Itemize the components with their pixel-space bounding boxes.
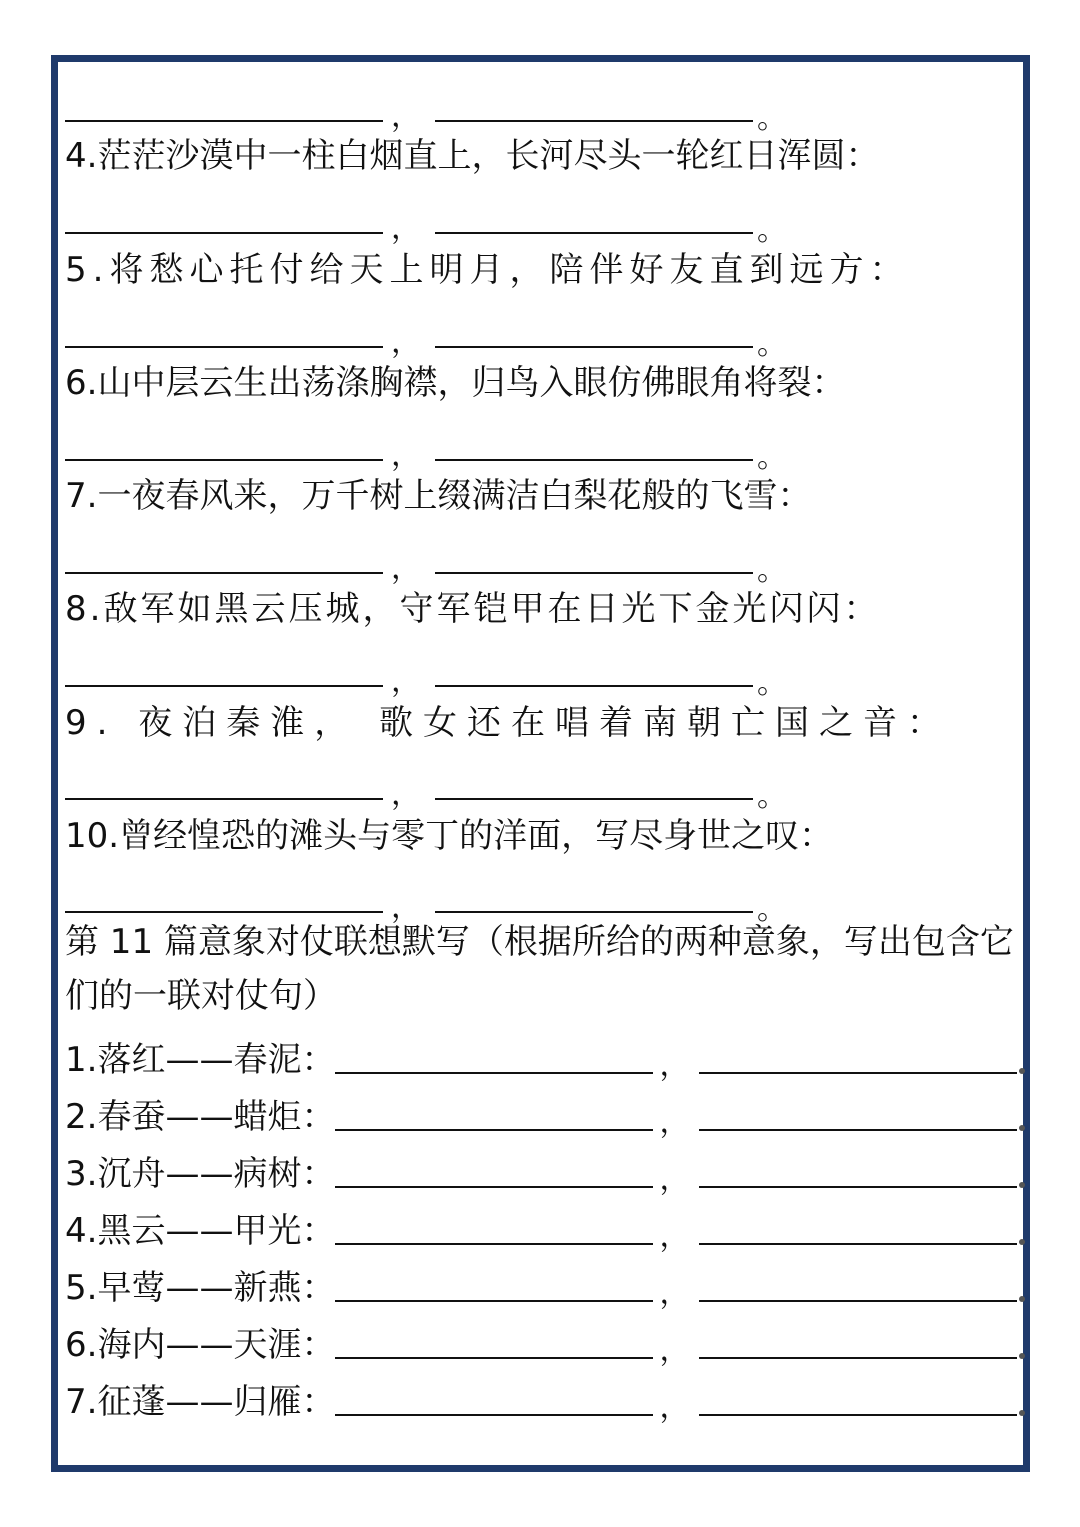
answer-blank-first[interactable] bbox=[65, 910, 383, 913]
period: 。 bbox=[757, 892, 787, 927]
pair-item bbox=[65, 1262, 1025, 1311]
answer-line bbox=[65, 514, 787, 588]
pair-item bbox=[65, 1148, 1025, 1197]
answer-blank-first[interactable] bbox=[335, 1242, 653, 1245]
period-mark bbox=[1019, 1182, 1025, 1188]
comma: ， bbox=[391, 664, 421, 699]
question-item bbox=[65, 230, 909, 290]
answer-line bbox=[65, 853, 787, 927]
answer-blank-first[interactable] bbox=[335, 1071, 653, 1074]
pair-label: 1.落红——春泥： bbox=[65, 1040, 336, 1080]
answer-blank-second[interactable] bbox=[699, 1299, 1017, 1302]
question-text: 6.山中层云生出荡涤胸襟，归鸟入眼仿佛眼角将裂： bbox=[65, 363, 846, 403]
comma: ， bbox=[391, 211, 421, 246]
answer-blank-second[interactable] bbox=[699, 1185, 1017, 1188]
answer-blank-second[interactable] bbox=[699, 1128, 1017, 1131]
period: 。 bbox=[757, 779, 787, 814]
answer-line bbox=[65, 288, 787, 362]
period: 。 bbox=[757, 213, 787, 248]
period-mark bbox=[1019, 1296, 1025, 1302]
answer-blank-second[interactable] bbox=[699, 1071, 1017, 1074]
question-text: 9. 夜泊秦淮， 歌女还在唱着南朝亡国之音： bbox=[65, 703, 952, 743]
pair-item bbox=[65, 1091, 1025, 1140]
answer-blank-second[interactable] bbox=[699, 1356, 1017, 1359]
question-item bbox=[65, 343, 845, 403]
question-item bbox=[65, 683, 951, 743]
comma: ， bbox=[391, 99, 421, 134]
answer-blank-first[interactable] bbox=[335, 1356, 653, 1359]
comma: ， bbox=[659, 1048, 690, 1083]
question-text: 4.茫茫沙漠中一柱白烟直上，长河尽头一轮红日浑圆： bbox=[65, 136, 880, 176]
period-mark bbox=[1019, 1410, 1025, 1416]
pair-item bbox=[65, 1034, 1025, 1083]
comma: ， bbox=[391, 438, 421, 473]
comma: ， bbox=[391, 551, 421, 586]
period: 。 bbox=[757, 666, 787, 701]
period-mark bbox=[1019, 1068, 1025, 1074]
pair-label: 4.黑云——甲光： bbox=[65, 1211, 336, 1251]
question-text: 5.将愁心托付给天上明月，陪伴好友直到远方： bbox=[65, 250, 910, 290]
comma: ， bbox=[391, 777, 421, 812]
question-item bbox=[65, 569, 880, 629]
answer-line bbox=[65, 740, 787, 814]
period-mark bbox=[1019, 1353, 1025, 1359]
answer-blank-first[interactable] bbox=[335, 1128, 653, 1131]
comma: ， bbox=[659, 1219, 690, 1254]
answer-line bbox=[65, 401, 787, 475]
answer-blank-second[interactable] bbox=[699, 1242, 1017, 1245]
answer-line bbox=[65, 627, 787, 701]
question-item bbox=[65, 796, 833, 856]
pair-label: 7.征蓬——归雁： bbox=[65, 1382, 336, 1422]
period: 。 bbox=[757, 440, 787, 475]
comma: ， bbox=[659, 1333, 690, 1368]
period: 。 bbox=[757, 101, 787, 136]
period-mark bbox=[1019, 1125, 1025, 1131]
comma: ， bbox=[659, 1105, 690, 1140]
pair-label: 5.早莺——新燕： bbox=[65, 1268, 336, 1308]
pair-item bbox=[65, 1205, 1025, 1254]
question-item bbox=[65, 116, 879, 176]
answer-blank-second[interactable] bbox=[435, 910, 753, 913]
answer-line bbox=[65, 174, 787, 248]
pair-label: 3.沉舟——病树： bbox=[65, 1154, 336, 1194]
pair-item bbox=[65, 1376, 1025, 1425]
question-text: 10.曾经惶恐的滩头与零丁的洋面，写尽身世之叹： bbox=[65, 816, 834, 856]
comma: ， bbox=[659, 1390, 690, 1425]
period: 。 bbox=[757, 553, 787, 588]
pair-item bbox=[65, 1319, 1025, 1368]
comma: ， bbox=[391, 325, 421, 360]
comma: ， bbox=[659, 1162, 690, 1197]
comma: ， bbox=[659, 1276, 690, 1311]
answer-blank-second[interactable] bbox=[699, 1413, 1017, 1416]
question-item bbox=[65, 456, 811, 516]
answer-blank-first[interactable] bbox=[335, 1185, 653, 1188]
question-text: 7.一夜春风来，万千树上缀满洁白梨花般的飞雪： bbox=[65, 476, 812, 516]
answer-blank-first[interactable] bbox=[335, 1299, 653, 1302]
answer-line bbox=[65, 62, 787, 136]
period-mark bbox=[1019, 1239, 1025, 1245]
answer-blank-first[interactable] bbox=[335, 1413, 653, 1416]
pair-label: 2.春蚕——蜡炬： bbox=[65, 1097, 336, 1137]
question-text: 8.敌军如黑云压城，守军铠甲在日光下金光闪闪： bbox=[65, 589, 881, 629]
section-heading: 第 11 篇意象对仗联想默写（根据所给的两种意象，写出包含它们的一联对仗句） bbox=[65, 922, 1014, 1016]
pair-label: 6.海内——天涯： bbox=[65, 1325, 336, 1365]
period: 。 bbox=[757, 327, 787, 362]
comma: ， bbox=[391, 890, 421, 925]
